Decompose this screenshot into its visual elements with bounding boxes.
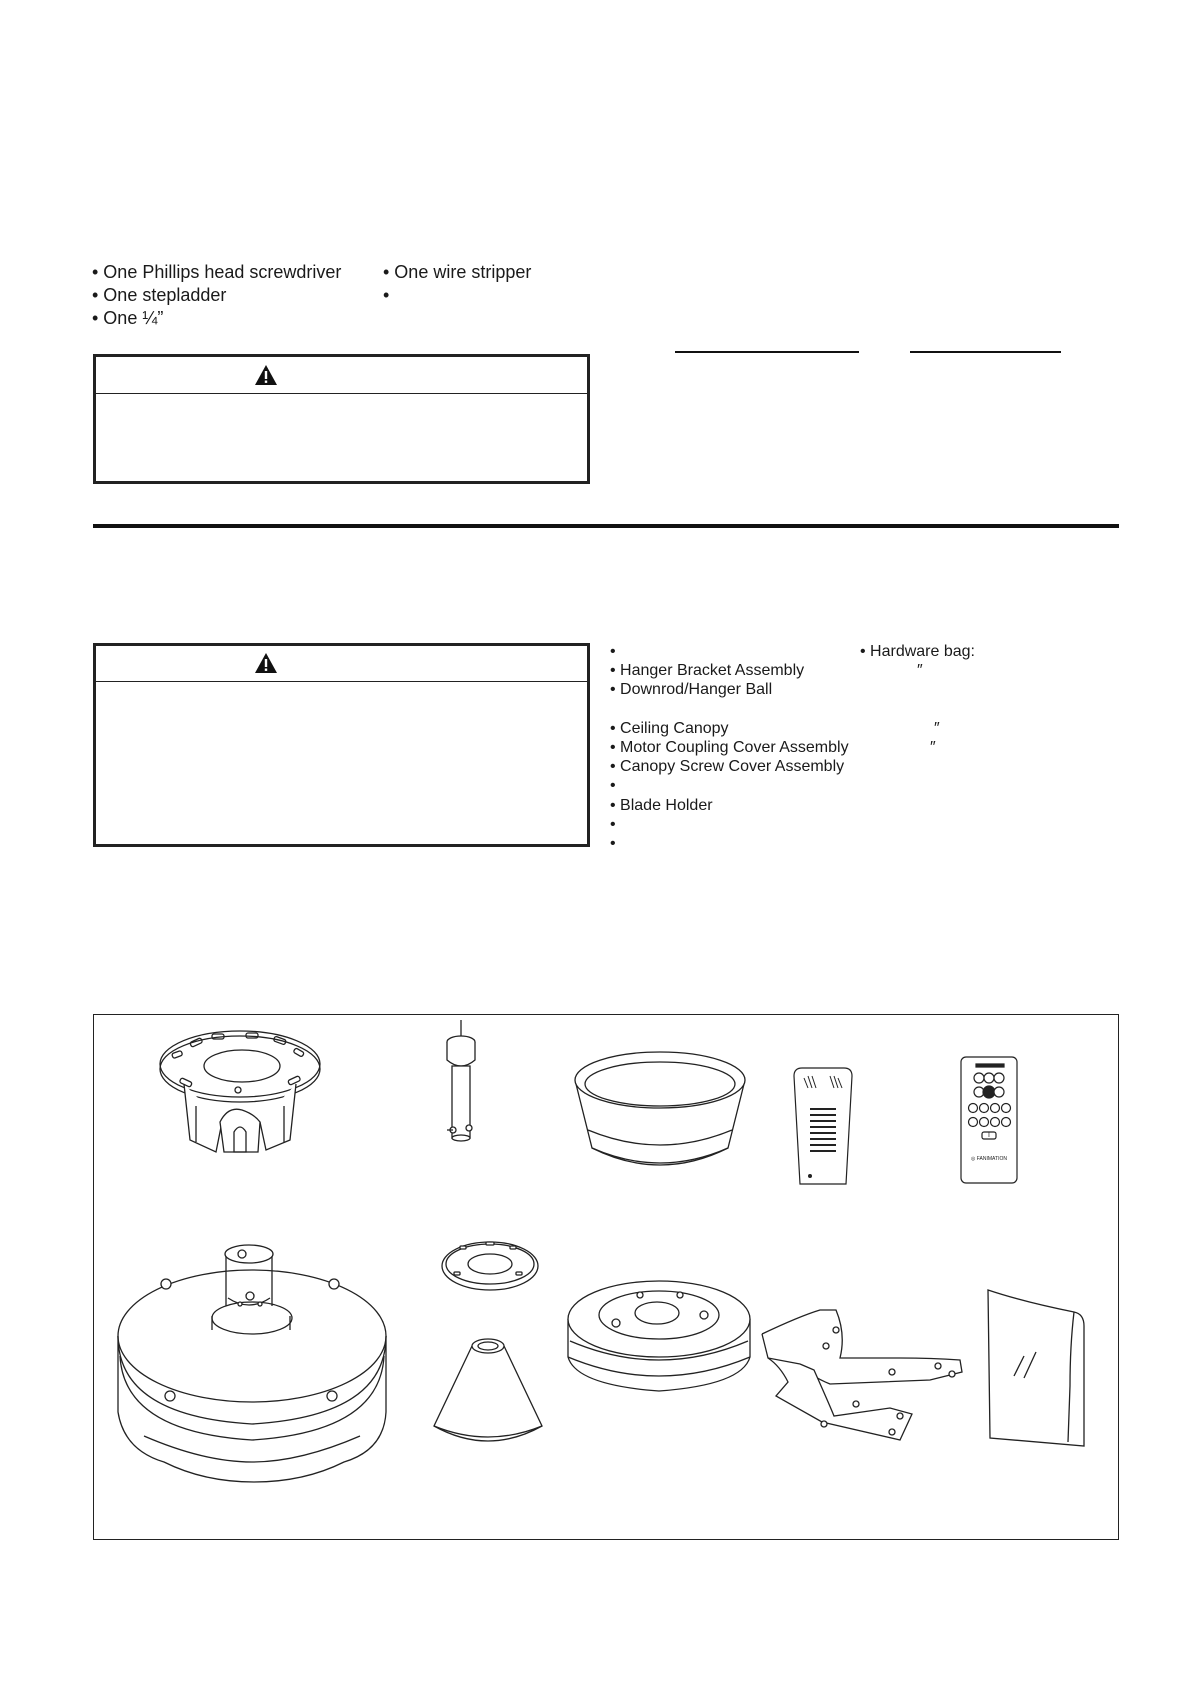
inch-mark: ″ (930, 739, 936, 756)
section-divider (93, 524, 1119, 528)
part-item: • Downrod/Hanger Ball (610, 681, 773, 698)
inch-mark: ″ (917, 662, 923, 679)
warning-header (96, 357, 587, 394)
underline (675, 351, 859, 353)
warning-icon (254, 364, 278, 386)
part-item: • (610, 835, 616, 852)
warning-icon (254, 652, 278, 674)
remote-control-illustration (960, 1056, 1018, 1184)
remote-brand-label: ◎ FANIMATION (971, 1156, 1007, 1162)
part-item: • (610, 777, 616, 794)
coupling-cover-plate-illustration (440, 1236, 540, 1296)
remote-control (960, 1056, 1018, 1184)
hanger-bracket-illustration (150, 1022, 330, 1162)
canopy-screw-cover-illustration (428, 1330, 548, 1460)
tool-item: • (383, 285, 390, 305)
part-item: • Motor Coupling Cover Assembly (610, 739, 849, 756)
motor-coupling-cover-illustration (564, 1275, 754, 1395)
part-item: • (610, 816, 616, 833)
inch-mark: ″ (934, 720, 940, 737)
warning-header (96, 646, 587, 682)
warning-box (93, 354, 590, 484)
tool-item: • One ¼” (92, 308, 164, 328)
motor-housing-illustration (114, 1236, 394, 1486)
tool-item: • One Phillips head screwdriver (92, 262, 342, 282)
tool-item: • One stepladder (92, 285, 227, 305)
part-item: • Ceiling Canopy (610, 720, 729, 737)
receiver-illustration (788, 1066, 858, 1186)
blade-holder-illustration (760, 1306, 960, 1456)
downrod-illustration (425, 1020, 495, 1160)
hardware-bag-label: • Hardware bag: (860, 643, 975, 660)
hardware-bag-illustration (984, 1286, 1094, 1456)
warning-box (93, 643, 590, 847)
part-item: • (610, 643, 616, 660)
remote-button-label: I (988, 1132, 990, 1139)
part-item: • Hanger Bracket Assembly (610, 662, 805, 679)
part-item: • Blade Holder (610, 797, 713, 814)
part-item: • Canopy Screw Cover Assembly (610, 758, 845, 775)
underline (910, 351, 1061, 353)
tool-item: • One wire stripper (383, 262, 532, 282)
ceiling-canopy-illustration (570, 1050, 750, 1180)
